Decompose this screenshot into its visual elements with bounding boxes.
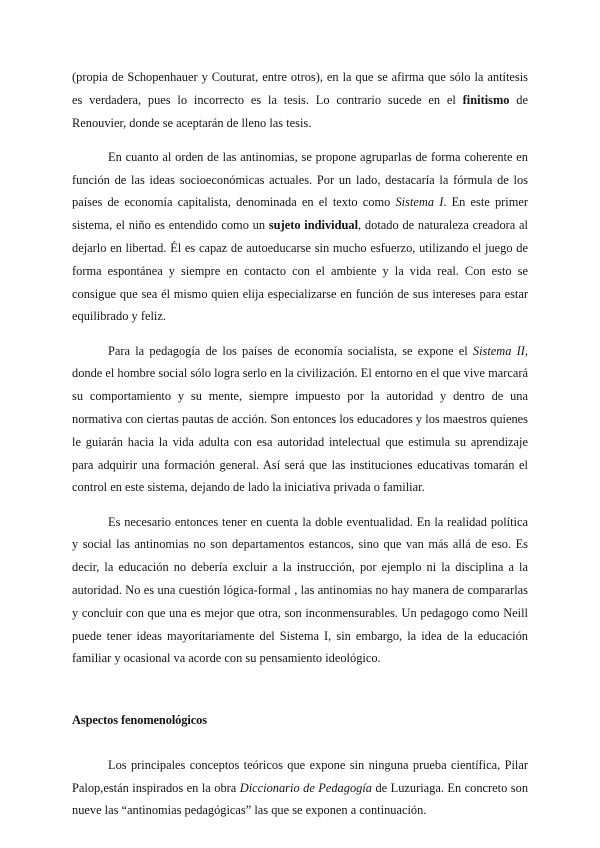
paragraph-order-of-antinomies bbox=[72, 146, 528, 328]
text-run: de Renouvier, donde se aceptarán de lleno las tesis. bbox=[72, 92, 528, 130]
italic-term-sistema-ii: Sistema II bbox=[472, 343, 525, 358]
text-run: , dotado de naturaleza creadora al dejarlo en libertad. Él es capaz de autoeducarse sin mucho esfuerzo, utilizando el juego de forma espontánea y siempre en contacto con el ambiente y la vida real. Con esto se consigue que sea él mismo quien elija especializarse en función de sus intereses para estar equilibrado y feliz. bbox=[72, 218, 528, 324]
text-run: , donde el hombre social sólo logra serlo en la civilización. El entorno en el que vive marcará su comportamiento y su mente, siempre impuesto por la autoridad y dentro de una normativa con ciertas pautas de acción. Son entonces los educadores y los maestros quienes le guiarán hacia la vida adulta con esa autoridad intelectual que estimula su aprendizaje para adquirir una formación general. Así será que las instituciones educativas tomarán el control en este sistema, dejando de lado la iniciativa privada o familiar. bbox=[72, 343, 529, 495]
bold-term-sujeto-individual: sujeto individual bbox=[268, 218, 359, 233]
bold-term-finitismo: finitismo bbox=[462, 92, 510, 107]
text-run: Es necesario entonces tener en cuenta la doble eventualidad. En la realidad política y social las antinomias no son departamentos estancos, sino que van más allá de eso. Es decir, la educación no debería excluir a la instrucción, por ejemplo ni la disciplina a la autoridad. No es una cuestión lógica-formal , las antinomias no hay manera de compararlas y concluir con que una es mejor que otra, son inconmensurables. Un pedagogo como Neill puede tener ideas mayoritariamente del Sistema I, sin embargo, la idea de la educación familiar y ocasional va acorde con su pensamiento ideológico. bbox=[72, 514, 528, 666]
text-run: En cuanto al orden de las antinomias, se propone agruparlas de forma coherente en función de las ideas socioeconómicas actuales. Por un lado, destacaría la fórmula de los países de economía capitalista, denominada en el texto como bbox=[72, 149, 528, 210]
paragraph-socialist-pedagogy bbox=[72, 340, 528, 500]
italic-term-sistema-i: Sistema I bbox=[395, 195, 444, 210]
section-heading: Aspectos fenomenológicos bbox=[72, 713, 207, 728]
text-run: de Luzuriaga. En concreto son nueve las “antinomias pedagógicas” las que se exponen a continuación. bbox=[72, 780, 529, 818]
text-run: Los principales conceptos teóricos que expone sin ninguna prueba científica, Pilar Palop,están inspirados en la obra bbox=[72, 757, 528, 795]
text-run: (propia de Schopenhauer y Couturat, entre otros), en la que se afirma que sólo la antítesis es verdadera, pues lo incorrecto es la tesis. Lo contrario sucede en el bbox=[72, 70, 528, 107]
paragraph-phenomenological-aspects bbox=[72, 754, 528, 822]
text-run: Para la pedagogía de los países de economía socialista, se expone el bbox=[108, 343, 473, 358]
document-page bbox=[72, 66, 528, 822]
text-run: . En este primer sistema, el niño es entendido como un bbox=[72, 195, 528, 233]
paragraph-double-eventuality bbox=[72, 511, 528, 671]
italic-title-diccionario: Diccionario de Pedagogía bbox=[239, 780, 372, 795]
paragraph-continuation bbox=[72, 66, 528, 134]
